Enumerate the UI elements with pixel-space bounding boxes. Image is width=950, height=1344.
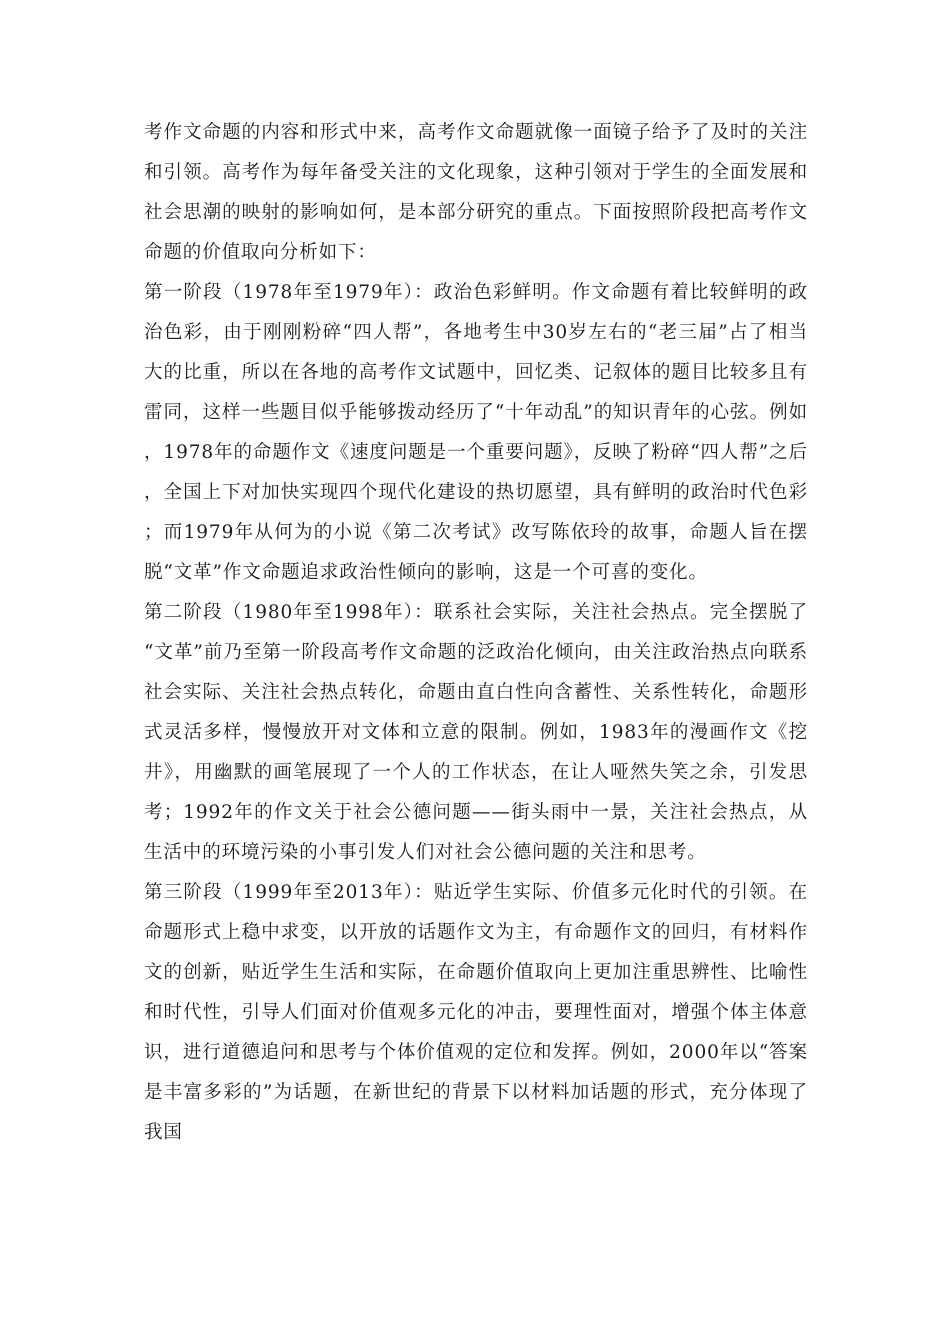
paragraph-intro: 考作文命题的内容和形式中来，高考作文命题就像一面镜子给予了及时的关注和引领。高考作为每年备受关注的文化现象，这种引领对于学生的全面发展和社会思潮的映射的影响如何，是本部分研究的重点。下面按照阶段把高考作文命题的价值取向分析如下： [144, 122, 808, 263]
document-body [144, 113, 808, 1153]
paragraph-stage-one: 第一阶段（1978年至1979年）：政治色彩鲜明。作文命题有着比较鲜明的政治色彩，由于刚刚粉碎“四人帮”，各地考生中30岁左右的“老三届”占了相当大的比重，所以在各地的高考作文试题中，回忆类、记叙体的题目比较多且有雷同，这样一些题目似乎能够拨动经历了“十年动乱”的知识青年的心弦。例如，1978年的命题作文《速度问题是一个重要问题》，反映了粉碎“四人帮”之后，全国上下对加快实现四个现代化建设的热切愿望，具有鲜明的政治时代色彩；而1979年从何为的小说《第二次考试》改写陈依玲的故事，命题人旨在摆脱“文革”作文命题追求政治性倾向的影响，这是一个可喜的变化。 [144, 282, 808, 583]
paragraph-stage-two: 第二阶段（1980年至1998年）：联系社会实际，关注社会热点。完全摆脱了“文革”前乃至第一阶段高考作文命题的泛政治化倾向，由关注政治热点向联系社会实际、关注社会热点转化，命题由直白性向含蓄性、关系性转化，命题形式灵活多样，慢慢放开对文体和立意的限制。例如，1983年的漫画作文《挖井》，用幽默的画笔展现了一个人的工作状态，在让人哑然失笑之余，引发思考；1992年的作文关于社会公德问题——街头雨中一景，关注社会热点，从生活中的环境污染的小事引发人们对社会公德问题的关注和思考。 [144, 602, 808, 863]
paragraph-stage-three: 第三阶段（1999年至2013年）：贴近学生实际、价值多元化时代的引领。在命题形式上稳中求变，以开放的话题作文为主，有命题作文的回归，有材料作文的创新，贴近学生生活和实际，在命题价值取向上更加注重思辨性、比喻性和时代性，引导人们面对价值观多元化的冲击，要理性面对，增强个体主体意识，进行道德追问和思考与个体价值观的定位和发挥。例如，2000年以“答案是丰富多彩的”为话题，在新世纪的背景下以材料加话题的形式，充分体现了我国 [144, 882, 808, 1143]
